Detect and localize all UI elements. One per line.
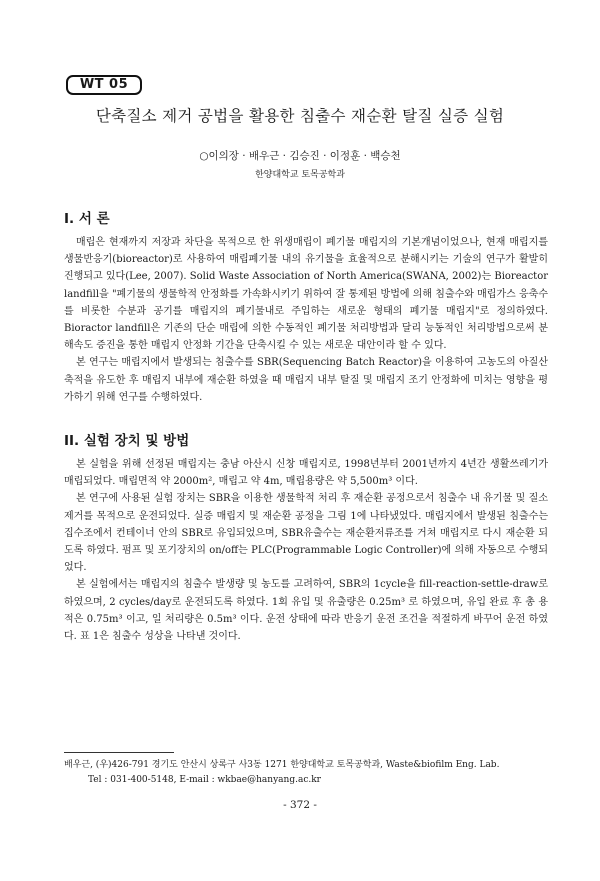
session-badge: WT 05 bbox=[66, 75, 142, 95]
paragraph: 본 실험을 위해 선정된 매립지는 충남 아산시 신창 매립지로, 1998년부터 2001년까지 4년간 생활쓰레기가 매립되었다. 매립면적 약 2000m², 매립고 약 4m, 매립용량은 약 5,500m³ 이다. bbox=[64, 459, 548, 488]
paragraph: 본 연구는 매립지에서 발생되는 침출수를 SBR(Sequencing Batch Reactor)을 이용하여 고농도의 아질산 축적을 유도한 후 매립지 내부에 재순환 하였을 때 매립지 내부 탈질 및 매립지 조기 안정화에 미치는 영향을 평가하기 위해 연구를 수행하였다. bbox=[64, 357, 548, 403]
footnote-divider bbox=[64, 752, 174, 753]
footnote-address: 배우근, (우)426-791 경기도 안산시 상록구 사3동 1271 한양대학교 토목공학과, Waste&biofilm Eng. Lab. bbox=[64, 760, 500, 770]
page-number: - 372 - bbox=[283, 799, 317, 811]
affiliation: 한양대학교 토목공학과 bbox=[255, 170, 345, 180]
paper-title: 단축질소 제거 공법을 활용한 침출수 재순환 탈질 실증 실험 bbox=[95, 107, 505, 125]
author-list: ○이의장 · 배우근 · 김승진 · 이정훈 · 백승천 bbox=[199, 150, 401, 162]
footnote-contact: Tel : 031-400-5148, E-mail : wkbae@hanyang.ac.kr bbox=[88, 775, 321, 785]
intro-text bbox=[64, 234, 548, 406]
methods-text bbox=[64, 456, 548, 645]
paragraph: 본 실험에서는 매립지의 침출수 발생량 및 농도를 고려하여, SBR의 1cycle을 fill-reaction-settle-draw로 하였으며, 2 cycles/day로 운전되도록 하였다. 1회 유입 및 유출량은 0.25m³ 로 하였으며, 유입 완료 후 총 용적은 0.75m³ 이고, 일 처리량은 0.5m³ 이다. 운전 상태에 따라 반응기 운전 조건을 적절하게 바꾸어 운전 하였다. 표 1은 침출수 성상을 나타낸 것이다. bbox=[64, 579, 548, 643]
paragraph: 매립은 현재까지 저장과 차단을 목적으로 한 위생매립이 폐기물 매립지의 기본개념이었으나, 현재 매립지를 생물반응기(bioreactor)로 사용하여 매립폐기물 내의 유기물을 효율적으로 분해시키는 기술의 연구가 활발히 진행되고 있다(Lee, 2007). Solid Waste Association of North America(SWANA, 2002)는 Bioreactor landfill을 "폐기물의 생물학적 안정화를 가속화시키기 위하여 잘 통제된 방법에 의해 침출수와 매립가스 응축수를 비롯한 수분과 공기를 매립지의 폐기물내로 주입하는 새로운 형태의 폐기물 매립지"로 정의하였다. Bioractor landfill은 기존의 단순 매립에 의한 수동적인 폐기물 처리방법과 달리 능동적인 처리방법으로써 분해속도 증진을 통한 매립지 안정화 기간을 단축시킬 수 있는 새로운 대안이라 할 수 있다. bbox=[64, 237, 548, 352]
paragraph: 본 연구에 사용된 실험 장치는 SBR을 이용한 생물학적 처리 후 재순환 공정으로서 침출수 내 유기물 및 질소제거를 목적으로 운전되었다. 실증 매립지 및 재순환 공정을 그림 1에 나타냈었다. 매립지에서 발생된 침출수는 집수조에서 컨테이너 안의 SBR로 유입되었으며, SBR유출수는 재순환저류조를 거쳐 매립지로 다시 재순환 되도록 하였다. 펌프 및 포기장치의 on/off는 PLC(Programmable Logic Controller)에 의해 자동으로 수행되었다. bbox=[64, 493, 548, 574]
section-heading-methods: II. 실험 장치 및 방법 bbox=[64, 433, 190, 449]
section-heading-introduction: I. 서 론 bbox=[64, 211, 110, 227]
